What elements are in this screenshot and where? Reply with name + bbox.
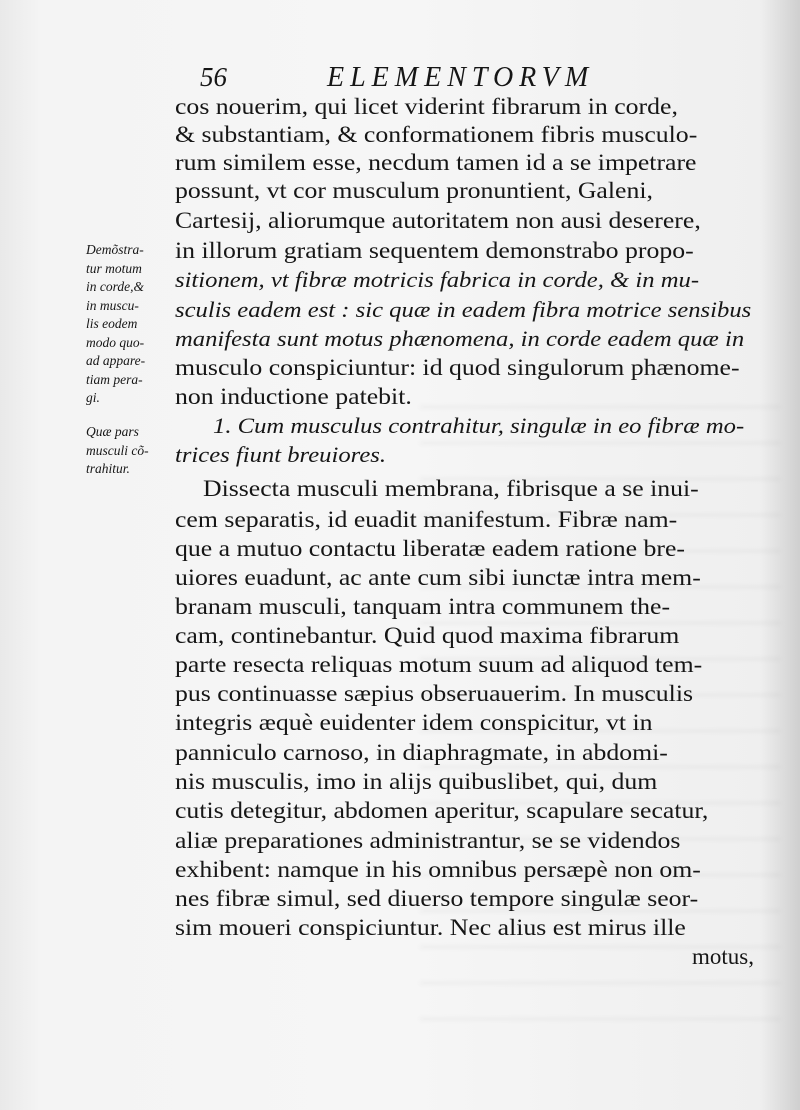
body-line xyxy=(0,563,800,593)
running-title: ELEMENTORVM xyxy=(327,62,595,93)
margin-note-text: lis eodem xyxy=(86,316,138,331)
body-line-text: sim moueri conspiciuntur. Nec alius est mirus ille xyxy=(175,915,686,940)
body-line xyxy=(0,236,800,266)
body-line-text: trices fiunt breuiores. xyxy=(175,442,387,467)
body-line-text: cem separatis, id euadit manifestum. Fibræ nam- xyxy=(175,507,678,532)
body-line-text: possunt, vt cor musculum pronuntient, Galeni, xyxy=(175,178,653,203)
body-line xyxy=(0,206,800,236)
body-line xyxy=(0,148,800,178)
body-line xyxy=(0,411,800,441)
body-line xyxy=(0,621,800,651)
body-line-text: cutis detegitur, abdomen aperitur, scapulare secatur, xyxy=(175,798,709,823)
margin-note-text: in muscu- xyxy=(86,297,139,313)
body-line-text: parte resecta reliquas motum suum ad aliquod tem- xyxy=(175,652,703,677)
body-line xyxy=(0,440,800,470)
body-line-text: non inductione patebit. xyxy=(175,384,412,409)
body-line xyxy=(0,120,800,150)
margin-note-text: modo quo- xyxy=(86,334,145,350)
body-line-text: 1. Cum musculus contrahitur, singulæ in eo fibræ mo- xyxy=(213,413,745,438)
body-line xyxy=(0,855,800,885)
body-line-text: uiores euadunt, ac ante cum sibi iunctæ intra mem- xyxy=(175,565,701,590)
body-line-text: pus continuasse sæpius obseruauerim. In musculis xyxy=(175,681,694,706)
body-line-text: cam, continebantur. Quid quod maxima fibrarum xyxy=(175,623,680,648)
body-line xyxy=(0,505,800,535)
margin-note-text: in corde,& xyxy=(86,279,144,294)
body-line xyxy=(0,265,800,295)
body-line xyxy=(0,826,800,856)
body-line-text: sitionem, vt fibræ motricis fabrica in corde, & in mu- xyxy=(175,267,700,292)
body-line xyxy=(0,353,800,383)
body-line-text: in illorum gratiam sequentem demonstrabo propo- xyxy=(175,238,694,263)
margin-note-text: tiam pera- xyxy=(86,371,143,387)
body-line xyxy=(0,176,800,206)
body-line-text: Dissecta musculi membrana, fibrisque a se inui- xyxy=(203,476,699,501)
body-line xyxy=(0,474,800,504)
body-line xyxy=(0,679,800,709)
body-line xyxy=(0,884,800,914)
body-line-text: motus, xyxy=(692,944,754,969)
body-line xyxy=(0,534,800,564)
body-line-text: Cartesij, aliorumque autoritatem non ausi deserere, xyxy=(175,208,701,233)
margin-note-text: trahitur. xyxy=(86,461,130,476)
margin-note-text: tur motum xyxy=(86,260,142,276)
body-line xyxy=(0,650,800,680)
body-line-text: rum similem esse, necdum tamen id a se impetrare xyxy=(175,150,697,175)
margin-note-text: gi. xyxy=(86,390,100,405)
body-line xyxy=(0,324,800,354)
body-line-text: exhibent: namque in his omnibus persæpè non om- xyxy=(175,857,701,882)
body-line-text: sculis eadem est : sic quæ in eadem fibra motrice sensibus xyxy=(175,297,752,322)
body-line xyxy=(0,708,800,738)
margin-note-text: Quæ pars xyxy=(86,424,139,439)
body-line xyxy=(0,592,800,622)
body-line xyxy=(0,942,800,972)
margin-note-text: musculi cõ- xyxy=(86,442,149,458)
body-line-text: aliæ preparationes administrantur, se se videndos xyxy=(175,828,681,853)
body-line-text: panniculo carnoso, in diaphragmate, in abdomi- xyxy=(175,740,668,765)
body-line-text: manifesta sunt motus phænomena, in corde eadem quæ in xyxy=(175,326,745,351)
body-line-text: cos nouerim, qui licet viderint fibrarum in corde, xyxy=(175,94,678,119)
body-line xyxy=(0,92,800,122)
body-line-text: nes fibræ simul, sed diuerso tempore singulæ seor- xyxy=(175,886,699,911)
margin-note-text: Demõstra- xyxy=(86,242,144,257)
body-line xyxy=(0,382,800,412)
page-number: 56 xyxy=(200,62,227,92)
body-line-text: integris æquè euidenter idem conspicitur, vt in xyxy=(175,710,653,735)
body-line-text: que a mutuo contactu liberatæ eadem ratione bre- xyxy=(175,536,685,561)
body-line-text: branam musculi, tanquam intra communem the- xyxy=(175,594,671,619)
body-line-text: & substantiam, & conformationem fibris musculo- xyxy=(175,122,698,147)
body-line-text: musculo conspiciuntur: id quod singulorum phænome- xyxy=(175,355,740,380)
body-line xyxy=(0,767,800,797)
body-line xyxy=(0,913,800,943)
body-line xyxy=(0,796,800,826)
body-line xyxy=(0,295,800,325)
body-line xyxy=(0,738,800,768)
margin-note-text: ad appare- xyxy=(86,353,146,368)
body-line-text: nis musculis, imo in alijs quibuslibet, qui, dum xyxy=(175,769,658,794)
